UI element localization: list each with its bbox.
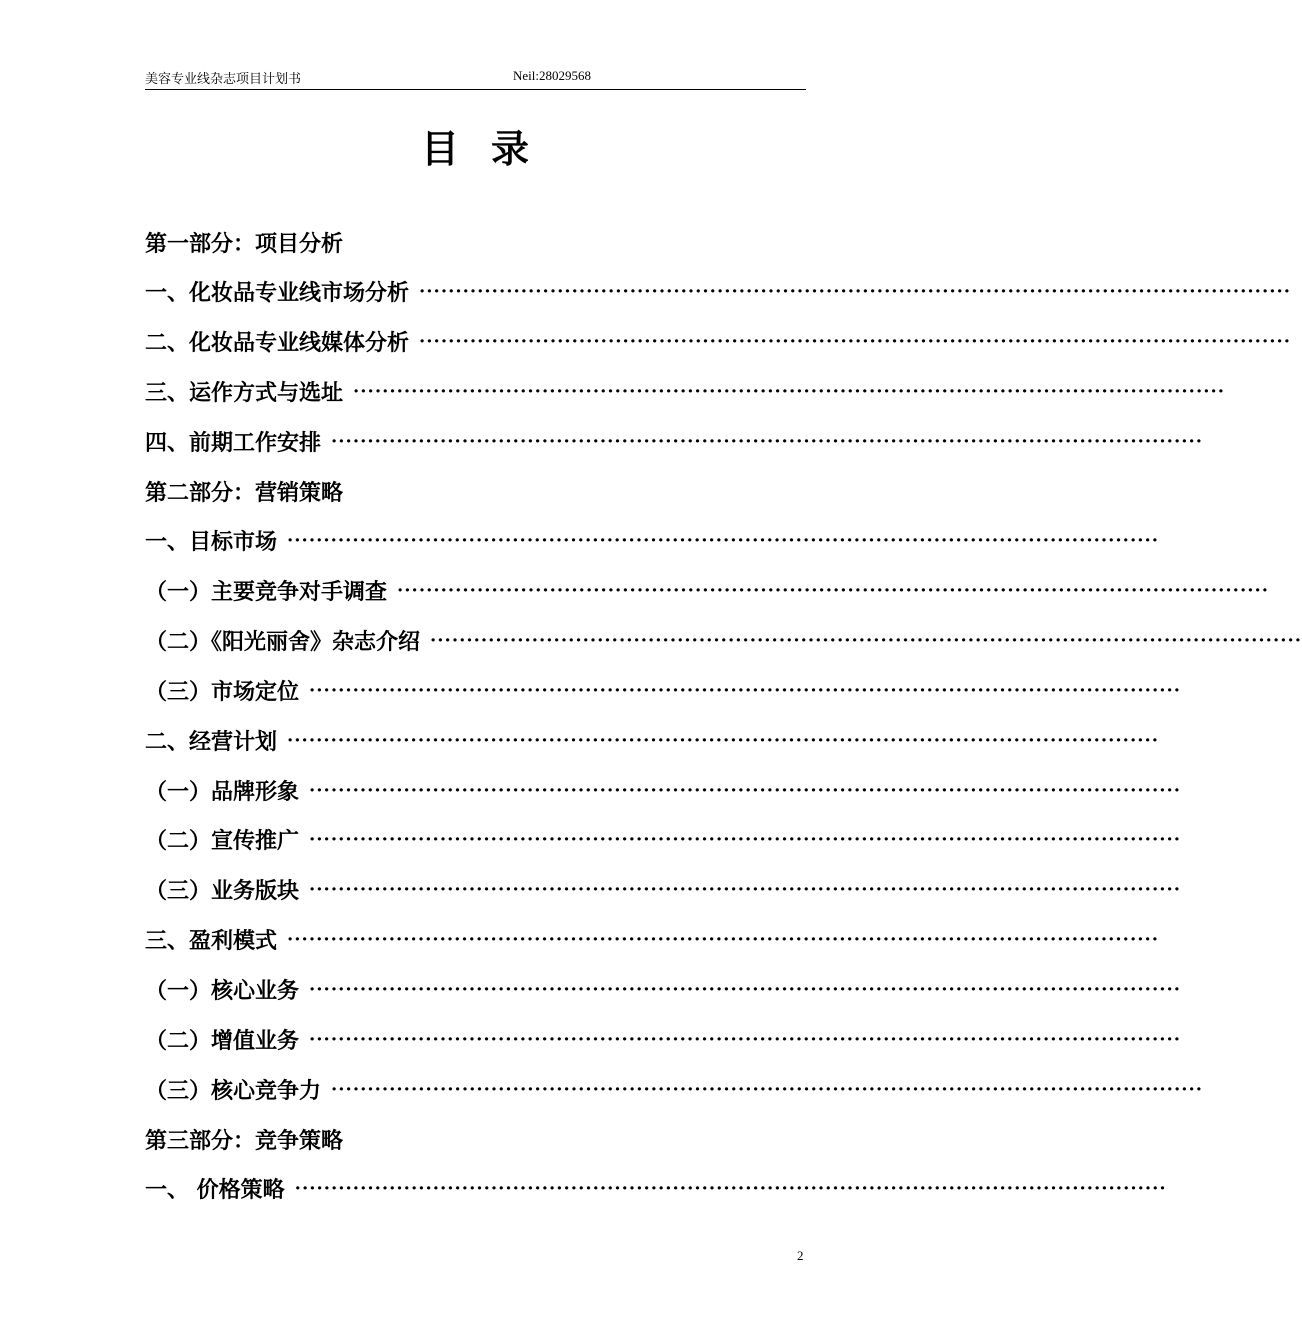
toc-entry[interactable] (145, 376, 1226, 406)
toc-entry-label: （二）《阳光丽舍》杂志介绍 (145, 628, 421, 655)
toc-entry-label: （一）品牌形象 (145, 778, 300, 805)
toc-entry-label: 二、化妆品专业线媒体分析 (145, 329, 410, 356)
toc-leader-dots: ························································································································ (353, 380, 1226, 402)
toc-entry[interactable] (145, 775, 1182, 805)
toc-entry[interactable] (145, 525, 1160, 555)
toc-leader-dots: ························································································································ (294, 1177, 1167, 1199)
toc-leader-dots: ························································································································ (331, 1078, 1204, 1100)
page-number: 2 (797, 1248, 804, 1263)
toc-entry[interactable] (145, 227, 805, 257)
toc-entry[interactable] (145, 1024, 1182, 1054)
toc-entry[interactable] (145, 426, 1204, 456)
toc-leader-dots: ························································································································ (309, 828, 1182, 850)
toc-entry[interactable] (145, 1074, 1204, 1104)
header-contact: Neil:28029568 (513, 68, 591, 83)
toc-leader-dots: ························································································································ (430, 629, 1302, 651)
toc-entry[interactable] (145, 476, 805, 506)
toc-entry[interactable] (145, 625, 1302, 655)
toc-entry-label: 第三部分：竞争策略 (145, 1127, 344, 1154)
toc-leader-dots: ························································································································ (309, 878, 1182, 900)
toc-entry-label: 四、前期工作安排 (145, 429, 322, 456)
toc-entry[interactable] (145, 276, 1292, 306)
toc-entry[interactable] (145, 874, 1182, 904)
toc-entry[interactable] (145, 326, 1292, 356)
toc-leader-dots: ························································································································ (309, 978, 1182, 1000)
toc-leader-dots: ························································································································ (287, 928, 1160, 950)
toc-entry-label: 三、盈利模式 (145, 927, 278, 954)
toc-entry[interactable] (145, 924, 1160, 954)
toc-entry[interactable] (145, 1173, 1167, 1203)
toc-entry[interactable] (145, 725, 1160, 755)
header-document-title: 美容专业线杂志项目计划书 (145, 72, 302, 87)
toc-entry-label: 第二部分：营销策略 (145, 479, 344, 506)
toc-leader-dots: ························································································································ (309, 679, 1182, 701)
toc-entry-label: 一、化妆品专业线市场分析 (145, 279, 410, 306)
toc-entry-label: 三、运作方式与选址 (145, 379, 344, 406)
toc-entry-label: 一、 价格策略 (145, 1176, 285, 1203)
toc-entry-label: 第一部分：项目分析 (145, 230, 344, 257)
toc-entry-label: （三）业务版块 (145, 877, 300, 904)
toc-leader-dots: ························································································································ (331, 430, 1204, 452)
toc-entry-label: （一）核心业务 (145, 977, 300, 1004)
toc-leader-dots: ························································································································ (309, 1028, 1182, 1050)
toc-leader-dots: ························································································································ (419, 330, 1292, 352)
toc-leader-dots: ························································································································ (397, 579, 1270, 601)
toc-entry-label: （二）宣传推广 (145, 827, 300, 854)
toc-entry-label: （二）增值业务 (145, 1027, 300, 1054)
toc-entry-label: （三）核心竞争力 (145, 1077, 322, 1104)
toc-entry[interactable] (145, 974, 1182, 1004)
page-title: 目录 (420, 126, 561, 171)
toc-entry[interactable] (145, 575, 1270, 605)
toc-leader-dots: ························································································································ (309, 779, 1182, 801)
toc-entry-label: （三）市场定位 (145, 678, 300, 705)
toc-entry[interactable] (145, 675, 1182, 705)
toc-leader-dots: ························································································································ (287, 729, 1160, 751)
toc-entry-label: 二、经营计划 (145, 728, 278, 755)
toc-leader-dots: ························································································································ (287, 529, 1160, 551)
toc-entry[interactable] (145, 1124, 805, 1154)
toc-entry-label: 一、目标市场 (145, 528, 278, 555)
toc-entry[interactable] (145, 824, 1182, 854)
toc-entry-label: （一）主要竞争对手调查 (145, 578, 388, 605)
toc-leader-dots: ························································································································ (419, 280, 1292, 302)
